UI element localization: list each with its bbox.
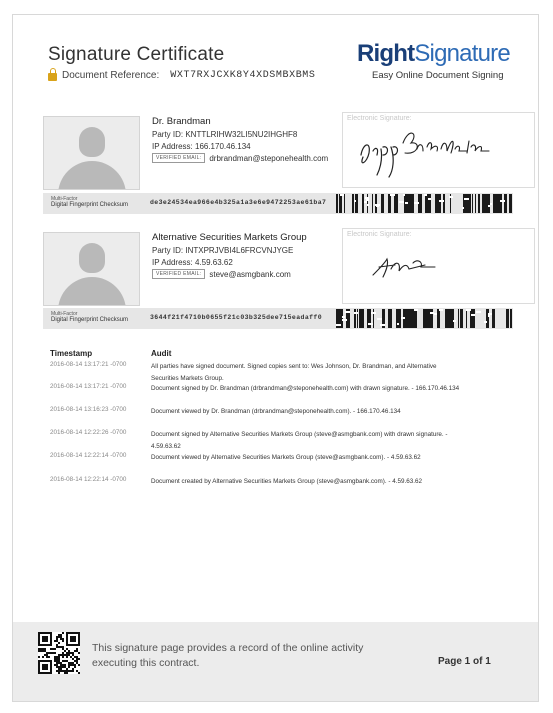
verified-email-badge: VERIFIED EMAIL:: [152, 153, 205, 163]
footer-description: This signature page provides a record of the online activity executing this contract.: [92, 642, 364, 669]
audit-timestamp: 2016-08-14 12:22:26 -0700: [50, 429, 127, 436]
barcode-image: [336, 194, 513, 213]
audit-text: Document viewed by Alternative Securities Markets Group (steve@asmgbank.com). - 4.59.63.62: [151, 454, 421, 461]
fingerprint-strip-2: [43, 308, 513, 329]
verified-email-badge: VERIFIED EMAIL:: [152, 269, 205, 279]
audit-text: Document viewed by Dr. Brandman (drbrandman@steponehealth.com). - 166.170.46.134: [151, 408, 401, 415]
signer-email: drbrandman@steponehealth.com: [209, 153, 329, 163]
signer-name: Alternative Securities Markets Group: [152, 232, 307, 243]
signer-name: Dr. Brandman: [152, 116, 211, 127]
fingerprint-label: Digital Fingerprint Checksum: [51, 317, 129, 323]
doc-ref-value: WXT7RXJCXK8Y4XDSMBXBMS: [170, 70, 316, 81]
audit-timestamp: 2016-08-14 13:16:23 -0700: [50, 406, 127, 413]
rightsignature-logo: [357, 40, 510, 68]
logo-signature: Signature: [414, 40, 510, 67]
signer-email: steve@asmgbank.com: [209, 269, 291, 279]
avatar-placeholder: [43, 232, 140, 306]
document-reference: [48, 70, 316, 81]
fingerprint-label: Digital Fingerprint Checksum: [51, 202, 129, 208]
fingerprint-small-label: Multi-Factor: [51, 196, 78, 202]
fingerprint-strip-1: [43, 193, 513, 214]
audit-header: Audit: [151, 349, 172, 358]
signature-image: [343, 229, 536, 305]
ip-address: IP Address: 4.59.63.62: [152, 258, 233, 267]
page-footer: [13, 622, 538, 701]
signature-box: [342, 112, 535, 188]
signature-box: [342, 228, 535, 304]
signature-label: Electronic Signature:: [347, 115, 412, 122]
party-id: Party ID: INTXPRJVBI4L6FRCVNJYGE: [152, 246, 294, 255]
audit-timestamp: 2016-08-14 13:17:21 -0700: [50, 361, 127, 368]
page-number: Page 1 of 1: [438, 656, 491, 667]
audit-text: Document signed by Dr. Brandman (drbrandman@steponehealth.com) with drawn signature. - 166.170.46.134: [151, 385, 460, 392]
audit-timestamp: 2016-08-14 12:22:14 -0700: [50, 476, 127, 483]
signature-label: Electronic Signature:: [347, 231, 412, 238]
signature-image: [343, 113, 536, 189]
qr-code-image: [38, 632, 80, 674]
fingerprint-small-label: Multi-Factor: [51, 311, 78, 317]
signer-info: [152, 232, 352, 279]
avatar-placeholder: [43, 116, 140, 190]
audit-text: All parties have signed document. Signed copies sent to: Wes Johnson, Dr. Brandman, and Alternative Securities Markets Group.: [151, 363, 437, 382]
barcode-image: [336, 309, 513, 328]
lock-icon: [48, 73, 57, 81]
logo-right: Right: [357, 40, 415, 67]
fingerprint-hash: 3644f21f4710b0655f21c03b325dee715eadaff0: [150, 314, 323, 321]
logo-tagline: Easy Online Document Signing: [372, 70, 504, 81]
page-title: Signature Certificate: [48, 44, 225, 65]
audit-text: Document signed by Alternative Securities Markets Group (steve@asmgbank.com) with drawn signature. - 4.59.63.62: [151, 431, 448, 450]
ip-address: IP Address: 166.170.46.134: [152, 142, 251, 151]
timestamp-header: Timestamp: [50, 349, 93, 358]
audit-timestamp: 2016-08-14 13:17:21 -0700: [50, 383, 127, 390]
party-id: Party ID: KNTTLRIHW32LI5NU2IHGHF8: [152, 130, 298, 139]
fingerprint-hash: de3e24534ea966e4b325a1a3e6e9472253ae61ba7: [150, 199, 327, 206]
audit-text: Document created by Alternative Securities Markets Group (steve@asmgbank.com). - 4.59.63.62: [151, 478, 422, 485]
signer-info: [152, 116, 352, 163]
audit-timestamp: 2016-08-14 12:22:14 -0700: [50, 452, 127, 459]
doc-ref-label: Document Reference:: [62, 70, 160, 81]
